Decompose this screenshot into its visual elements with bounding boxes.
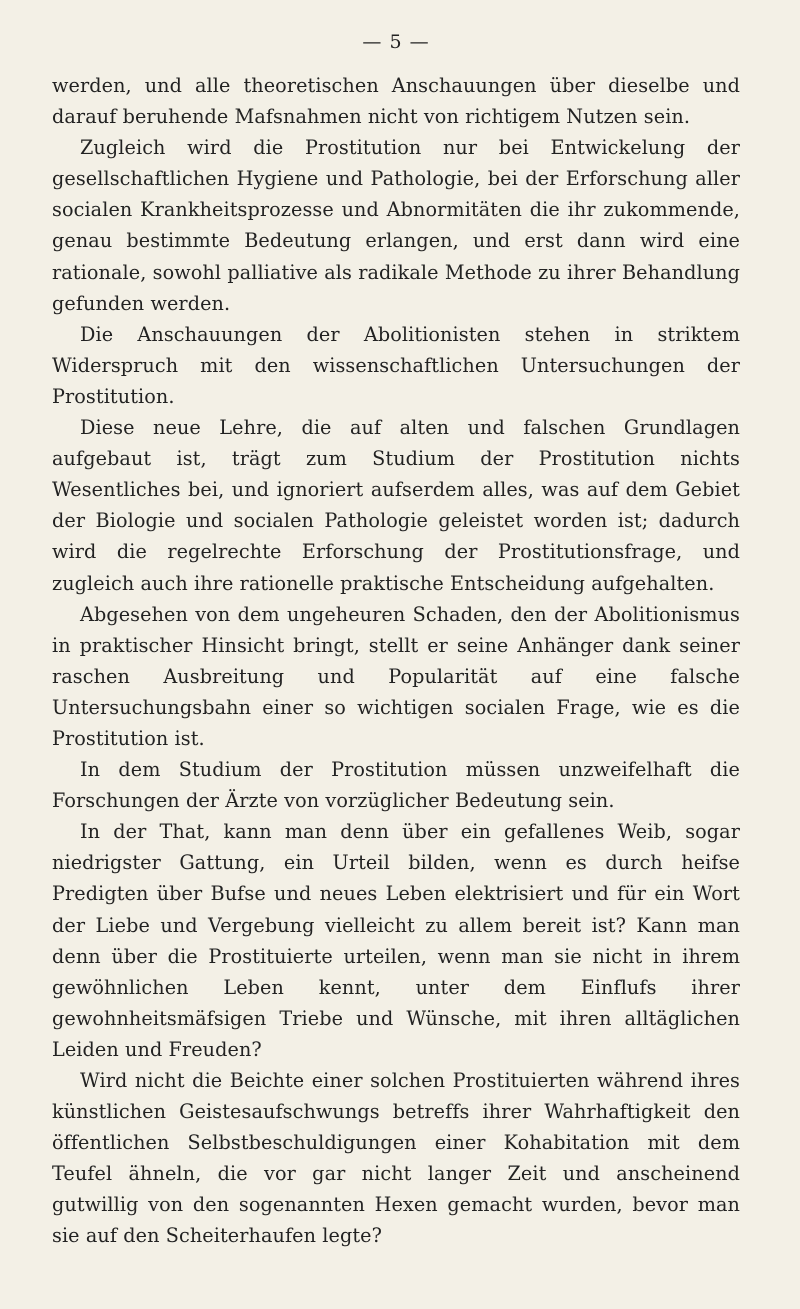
paragraph-7: In der That, kann man denn über ein gefallenes Weib, sogar niedrigster Gattung, ein Urteil bilden, wenn es durch heifse Predigten über Bufse und neues Leben elektrisiert und für ein Wort der Liebe und Vergebung vielleicht zu allem bereit ist? Kann man denn über die Prostituierte urteilen, wenn man sie nicht in ihrem gewöhnlichen Leben kennt, unter dem Einflufs ihrer gewohnheitsmäfsigen Triebe und Wünsche, mit ihren alltäglichen Leiden und Freuden? xyxy=(52,820,740,1061)
paragraph-8: Wird nicht die Beichte einer solchen Prostituierten während ihres künstlichen Geistesaufschwungs betreffs ihrer Wahrhaftigkeit den öffentlichen Selbstbeschuldigungen einer Kohabitation mit dem Teufel ähneln, die vor gar nicht langer Zeit und anscheinend gutwillig von den sogenannten Hexen gemacht wurden, bevor man sie auf den Scheiterhaufen legte? xyxy=(52,1069,740,1248)
paragraph-6: In dem Studium der Prostitution müssen unzweifelhaft die Forschungen der Ärzte von vorzüglicher Bedeutung sein. xyxy=(52,758,740,813)
page-number: — 5 — xyxy=(362,31,430,53)
paragraph-4: Diese neue Lehre, die auf alten und falschen Grundlagen aufgebaut ist, trägt zum Studium der Prostitution nichts Wesentliches bei, und ignoriert aufserdem alles, was auf dem Gebiet der Biologie und socialen Pathologie geleistet worden ist; dadurch wird die regelrechte Erforschung der Prostitutionsfrage, und zugleich auch ihre rationelle praktische Entscheidung aufgehalten. xyxy=(52,416,740,595)
body-text xyxy=(52,70,740,1252)
paragraph-5: Abgesehen von dem ungeheuren Schaden, den der Abolitionismus in praktischer Hinsicht bringt, stellt er seine Anhänger dank seiner raschen Ausbreitung und Popularität auf eine falsche Untersuchungsbahn einer so wichtigen socialen Frage, wie es die Prostitution ist. xyxy=(52,602,740,750)
paragraph-1: werden, und alle theoretischen Anschauungen über dieselbe und darauf beruhende Mafsnahmen nicht von richtigem Nutzen sein. xyxy=(52,74,740,129)
paragraph-2: Zugleich wird die Prostitution nur bei Entwickelung der gesellschaftlichen Hygiene und Pathologie, bei der Erforschung aller socialen Krankheitsprozesse und Abnormitäten die ihr zukommende, genau bestimmte Bedeutung erlangen, und erst dann wird eine rationale, sowohl palliative als radikale Methode zu ihrer Behandlung gefunden werden. xyxy=(52,136,740,315)
paragraph-3: Die Anschauungen der Abolitionisten stehen in striktem Widerspruch mit den wissenschaftlichen Untersuchungen der Prostitution. xyxy=(52,322,740,408)
